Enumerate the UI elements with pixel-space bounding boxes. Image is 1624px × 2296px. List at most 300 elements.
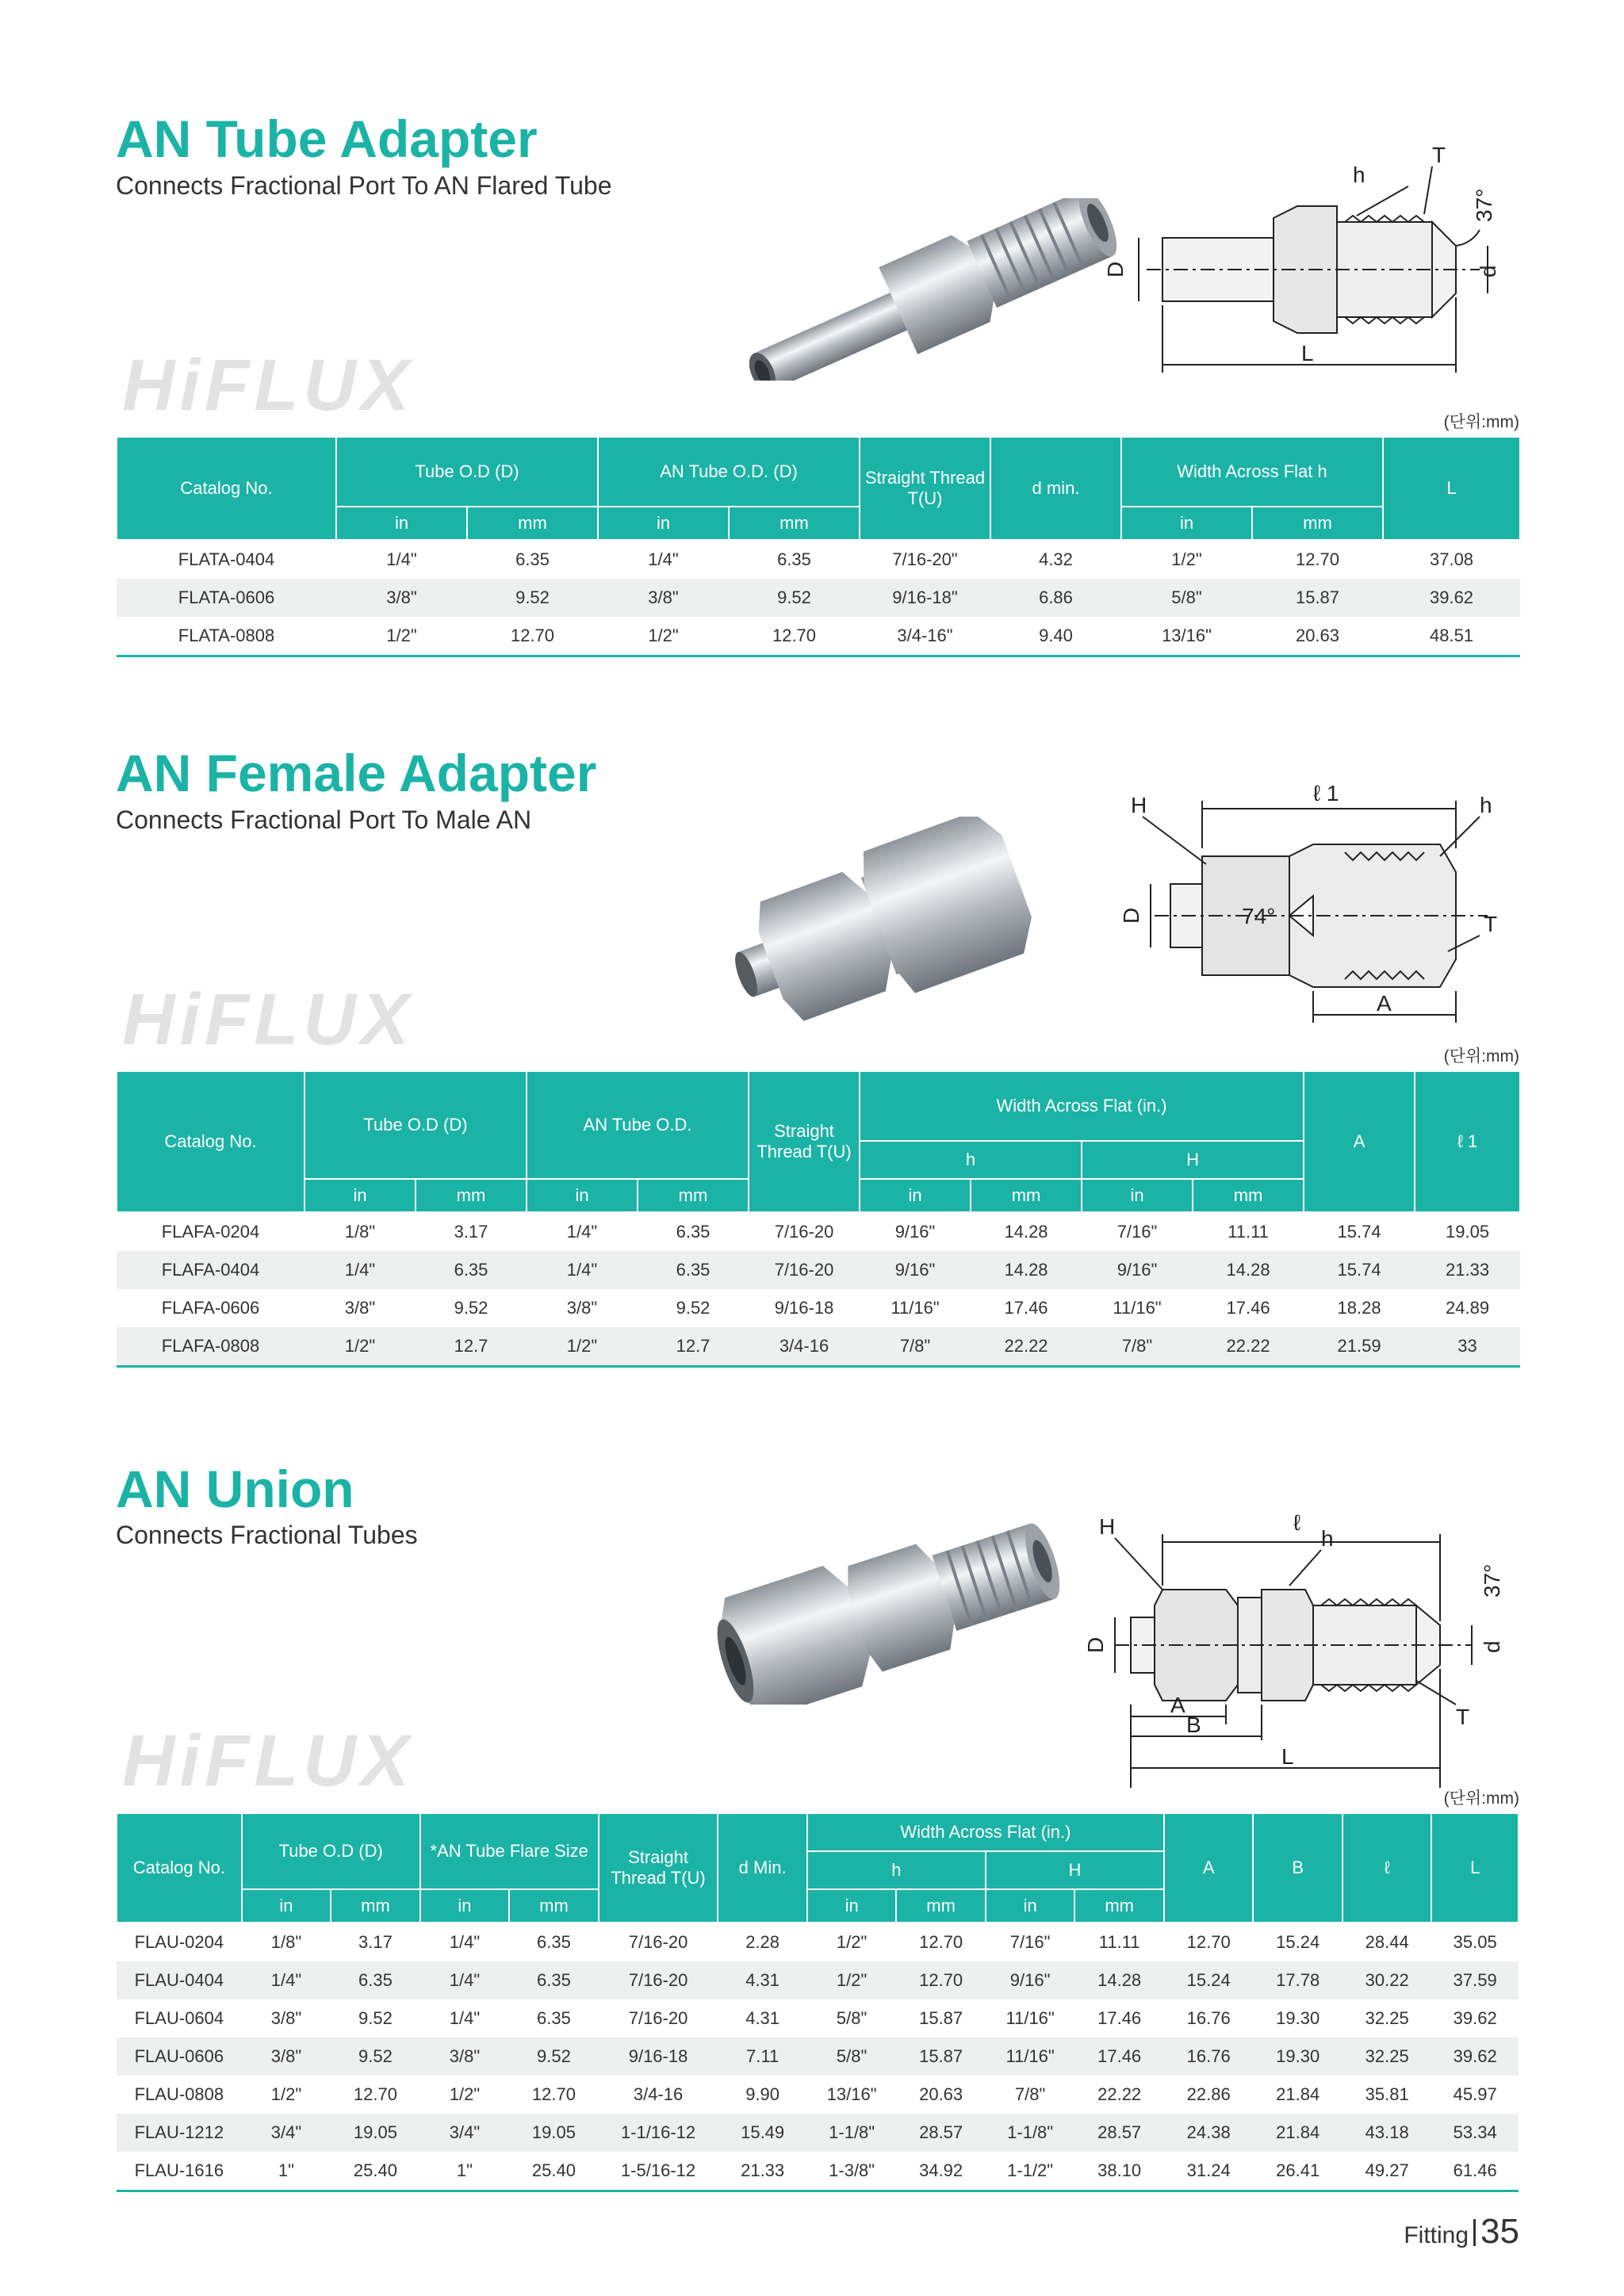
header-in: in <box>598 507 729 540</box>
unit-label: (단위:mm) <box>1443 413 1519 431</box>
table-cell: 1/4" <box>449 2008 481 2028</box>
table-cell: 12.70 <box>896 1961 986 1999</box>
table-cell: 7/16-20 <box>628 1932 688 1952</box>
table-cell: 9.52 <box>729 579 860 617</box>
table-cell: 34.92 <box>896 2152 986 2191</box>
table-cell: 9.52 <box>331 2038 420 2076</box>
table-cell: 19.05 <box>331 2114 420 2152</box>
header-l1: ℓ 1 <box>1415 1071 1520 1212</box>
header-tube-od: Tube O.D (D) <box>304 1071 527 1179</box>
table-cell: 1-3/8" <box>807 2152 897 2191</box>
table-cell: 6.86 <box>990 579 1121 617</box>
table-cell: 4.31 <box>718 1961 807 1999</box>
unit-label: (단위:mm) <box>1443 1047 1519 1066</box>
table-cell: 22.86 <box>1186 2084 1231 2104</box>
spec-table-union <box>116 1812 1519 2192</box>
table-cell: 13/16" <box>826 2084 877 2104</box>
table-cell: 7/16-20 <box>599 1961 718 1999</box>
table-cell: 1/2" <box>836 1932 868 1952</box>
table-cell: 1/4" <box>566 1222 598 1242</box>
header-mm: mm <box>509 1889 599 1923</box>
table-row <box>117 1327 1520 1367</box>
table-cell: 3/8" <box>336 579 467 617</box>
table-cell: 28.57 <box>1074 2114 1164 2152</box>
table-cell: 5/8" <box>836 2008 868 2028</box>
table-cell: 11.11 <box>1228 1222 1269 1242</box>
table-cell: 1/2" <box>449 2084 481 2104</box>
label-D: D <box>1119 907 1143 924</box>
table-cell: 39.62 <box>1383 579 1520 617</box>
table-cell: 1" <box>420 2152 510 2191</box>
page-number: 35 <box>1480 2212 1519 2251</box>
table-cell: 7.11 <box>718 2038 807 2076</box>
table-cell: 28.44 <box>1365 1932 1409 1952</box>
header-waf: Width Across Flat (in.) <box>860 1071 1304 1141</box>
table-cell: 12.70 <box>1186 1932 1231 1952</box>
table-cell: 15.49 <box>718 2114 807 2152</box>
table-row <box>117 1289 1520 1327</box>
table-cell: 2.28 <box>745 1932 780 1952</box>
product-photo-union <box>703 1498 1083 1705</box>
table-cell: 6.35 <box>638 1251 749 1289</box>
header-in: in <box>1082 1179 1193 1212</box>
table-cell: FLAU-0808 <box>134 2084 224 2104</box>
table-cell: 9.52 <box>676 1298 710 1318</box>
table-cell: 22.22 <box>1193 1327 1304 1367</box>
label-L: L <box>1281 1744 1294 1769</box>
label-T: T <box>1456 1705 1470 1729</box>
table-cell: 22.22 <box>1097 2084 1142 2104</box>
table-cell: 1/2" <box>1171 549 1202 569</box>
table-cell: 3/4-16 <box>633 2084 684 2104</box>
section-subtitle: Connects Fractional Port To AN Flared Tube <box>116 171 612 200</box>
table-cell: 6.35 <box>537 2008 571 2028</box>
brand-watermark: HiFLUX <box>122 979 415 1060</box>
header-mm: mm <box>638 1179 749 1212</box>
table-cell: FLAU-0404 <box>117 1961 242 1999</box>
label-A: A <box>1377 991 1392 1016</box>
table-cell: 3/4" <box>420 2114 510 2152</box>
table-cell: 3/8" <box>242 2038 331 2076</box>
header-an-tube-od: AN Tube O.D. (D) <box>598 437 860 507</box>
table-cell: FLAU-0606 <box>117 2038 242 2076</box>
table-cell: 53.34 <box>1431 2114 1519 2152</box>
table-cell: 14.28 <box>971 1251 1082 1289</box>
header-mm: mm <box>896 1889 986 1923</box>
page-footer <box>1404 2212 1519 2252</box>
table-cell: 6.35 <box>331 1961 420 1999</box>
unit-label: (단위:mm) <box>1443 1789 1519 1808</box>
header-catalog: Catalog No. <box>117 1813 242 1923</box>
table-cell: 61.46 <box>1431 2152 1519 2191</box>
section-an-tube-adapter <box>116 0 1519 682</box>
table-cell: FLAU-0604 <box>134 2008 224 2028</box>
label-A: A <box>1170 1693 1185 1717</box>
table-cell: 7/16-20 <box>749 1251 860 1289</box>
header-h: h <box>860 1141 1082 1179</box>
label-d: d <box>1476 265 1500 277</box>
table-row <box>117 2152 1519 2191</box>
header-waf: Width Across Flat h <box>1121 437 1383 507</box>
table-cell: 1/2" <box>304 1327 416 1367</box>
label-angle: 37° <box>1480 1563 1504 1598</box>
table-cell: 9/16-18 <box>774 1298 834 1318</box>
table-row <box>117 579 1520 617</box>
technical-drawing-female-adapter <box>1107 769 1535 1031</box>
table-cell: 9/16-18 <box>599 2038 718 2076</box>
header-L: L <box>1383 437 1520 540</box>
table-cell: 6.35 <box>777 549 811 569</box>
label-l1: ℓ 1 <box>1313 781 1339 806</box>
table-cell: 1-1/8" <box>986 2114 1075 2152</box>
brand-watermark: HiFLUX <box>122 345 415 426</box>
table-cell: 21.84 <box>1276 2084 1320 2104</box>
header-thread: Straight Thread T(U) <box>749 1071 860 1212</box>
table-cell: FLAFA-0204 <box>161 1222 260 1242</box>
table-cell: FLAU-0204 <box>134 1932 224 1952</box>
table-cell: 1/8" <box>270 1932 302 1952</box>
table-cell: 16.76 <box>1186 2008 1231 2028</box>
table-cell: 48.51 <box>1383 617 1520 656</box>
table-cell: 17.46 <box>1097 2008 1142 2028</box>
table-cell: 32.25 <box>1342 2038 1432 2076</box>
section-subtitle: Connects Fractional Tubes <box>116 1521 418 1549</box>
table-cell: 15.24 <box>1276 1932 1320 1952</box>
header-A: A <box>1304 1071 1415 1212</box>
table-cell: 6.35 <box>509 1961 599 1999</box>
table-row <box>117 1923 1519 1961</box>
table-cell: 6.35 <box>416 1251 527 1289</box>
section-title: AN Tube Adapter <box>116 109 538 168</box>
header-in: in <box>304 1179 416 1212</box>
table-row <box>117 1212 1520 1251</box>
table-cell: 1-1/16-12 <box>599 2114 718 2152</box>
label-H: H <box>1099 1514 1116 1539</box>
table-cell: 31.24 <box>1164 2152 1254 2191</box>
label-angle: 37° <box>1472 188 1496 222</box>
table-cell: 13/16" <box>1121 617 1252 656</box>
table-cell: 15.87 <box>919 2008 963 2028</box>
label-L: L <box>1301 341 1314 365</box>
table-cell: 12.70 <box>729 617 860 656</box>
table-cell: 9/16" <box>1082 1251 1193 1289</box>
technical-drawing-tube-adapter <box>1083 143 1527 381</box>
section-an-union <box>116 1427 1519 2188</box>
table-cell: 12.70 <box>531 2084 576 2104</box>
table-cell: 1" <box>242 2152 331 2191</box>
table-cell: 12.70 <box>919 1932 963 1952</box>
table-cell: 5/8" <box>1121 579 1252 617</box>
table-cell: 3/4-16" <box>860 617 990 656</box>
table-cell: FLATA-0606 <box>117 579 336 617</box>
header-waf: Width Across Flat (in.) <box>807 1813 1164 1851</box>
table-cell: 1/2" <box>527 1327 638 1367</box>
table-cell: 9.52 <box>358 2008 393 2028</box>
table-cell: 7/16-20 <box>628 2008 688 2028</box>
label-T: T <box>1484 912 1498 936</box>
table-cell: 19.05 <box>509 2114 599 2152</box>
header-in: in <box>336 507 467 540</box>
header-catalog: Catalog No. <box>117 437 336 540</box>
header-in: in <box>420 1889 510 1923</box>
table-cell: 38.10 <box>1074 2152 1164 2191</box>
table-cell: 39.62 <box>1453 2008 1497 2028</box>
header-in: in <box>527 1179 638 1212</box>
table-cell: 11/16" <box>1005 2008 1055 2028</box>
table-cell: 1/4" <box>527 1251 638 1289</box>
table-cell: 20.63 <box>919 2084 963 2104</box>
table-cell: 4.31 <box>745 2008 780 2028</box>
table-cell: 19.05 <box>1446 1222 1490 1242</box>
table-cell: 7/16-20 <box>774 1222 834 1242</box>
header-in: in <box>986 1889 1075 1923</box>
table-cell: 11/16" <box>986 2038 1075 2076</box>
header-H: H <box>1082 1141 1304 1179</box>
table-cell: 3/8" <box>344 1298 376 1318</box>
label-h: h <box>1480 793 1492 817</box>
table-cell: 21.33 <box>1415 1251 1520 1289</box>
table-cell: 1-1/2" <box>986 2152 1075 2191</box>
table-cell: 19.30 <box>1253 2038 1342 2076</box>
table-cell: 21.59 <box>1304 1327 1415 1367</box>
table-cell: 1-5/16-12 <box>599 2152 718 2191</box>
table-cell: 9.52 <box>467 579 598 617</box>
header-thread: Straight Thread T(U) <box>599 1813 718 1923</box>
table-cell: 3/8" <box>598 579 729 617</box>
table-row <box>117 1961 1519 1999</box>
table-cell: 1/4" <box>449 1932 481 1952</box>
table-cell: 14.28 <box>1193 1251 1304 1289</box>
label-D: D <box>1083 1636 1108 1653</box>
section-title: AN Union <box>116 1460 354 1518</box>
header-mm: mm <box>1074 1889 1164 1923</box>
table-cell: FLATA-0808 <box>117 617 336 656</box>
table-cell: 22.22 <box>971 1327 1082 1367</box>
header-an-tube-od: AN Tube O.D. <box>527 1071 749 1179</box>
header-flare: *AN Tube Flare Size <box>420 1813 599 1889</box>
header-in: in <box>807 1889 897 1923</box>
table-cell: 9.52 <box>454 1298 488 1318</box>
table-cell: 24.89 <box>1446 1298 1490 1318</box>
header-mm: mm <box>971 1179 1082 1212</box>
label-d: d <box>1480 1640 1504 1653</box>
section-an-female-adapter <box>116 714 1519 1395</box>
table-cell: 33 <box>1415 1327 1520 1367</box>
table-row <box>117 2076 1519 2114</box>
footer-divider <box>1473 2219 1476 2246</box>
table-body <box>117 540 1520 656</box>
table-cell: 6.35 <box>676 1222 710 1242</box>
spec-table-tube-adapter <box>116 436 1521 657</box>
table-cell: 9.40 <box>990 617 1121 656</box>
table-cell: 9.90 <box>745 2084 780 2104</box>
header-mm: mm <box>416 1179 527 1212</box>
label-B: B <box>1186 1712 1201 1737</box>
table-cell: 49.27 <box>1342 2152 1432 2191</box>
table-cell: 15.74 <box>1337 1222 1381 1242</box>
table-cell: 43.18 <box>1342 2114 1432 2152</box>
table-cell: 7/8" <box>1082 1327 1193 1367</box>
table-cell: 20.63 <box>1252 617 1383 656</box>
table-cell: 18.28 <box>1337 1298 1381 1318</box>
header-h: h <box>807 1851 986 1889</box>
table-cell: 19.30 <box>1276 2008 1320 2028</box>
header-tube-od: Tube O.D (D) <box>336 437 598 507</box>
table-cell: 3/8" <box>270 2008 302 2028</box>
label-D: D <box>1103 261 1128 277</box>
header-tube-od: Tube O.D (D) <box>242 1813 420 1889</box>
table-cell: 3.17 <box>454 1222 488 1242</box>
table-cell: 35.05 <box>1453 1932 1497 1952</box>
table-cell: 17.46 <box>1074 2038 1164 2076</box>
table-cell: 1/4" <box>420 1961 510 1999</box>
table-cell: 4.32 <box>1039 549 1073 569</box>
table-cell: 25.40 <box>509 2152 599 2191</box>
table-cell: 3.17 <box>358 1932 393 1952</box>
table-row <box>117 540 1520 579</box>
table-cell: 37.59 <box>1431 1961 1519 1999</box>
table-cell: 12.70 <box>1295 549 1340 569</box>
table-cell: 12.7 <box>638 1327 749 1367</box>
table-cell: 17.78 <box>1253 1961 1342 1999</box>
footer-label: Fitting <box>1404 2222 1469 2248</box>
header-L: L <box>1431 1813 1519 1923</box>
table-cell: 15.87 <box>896 2038 986 2076</box>
table-cell: 1/2" <box>270 2084 302 2104</box>
table-cell: 15.24 <box>1164 1961 1254 1999</box>
table-row <box>117 2114 1519 2152</box>
table-cell: 26.41 <box>1253 2152 1342 2191</box>
table-cell: 1/2" <box>598 617 729 656</box>
table-cell: 3/4" <box>242 2114 331 2152</box>
table-cell: 7/8" <box>860 1327 971 1367</box>
header-in: in <box>1121 507 1252 540</box>
table-cell: 45.97 <box>1453 2084 1497 2104</box>
header-d: d Min. <box>718 1813 807 1923</box>
table-cell: 32.25 <box>1365 2008 1409 2028</box>
header-in: in <box>242 1889 331 1923</box>
table-cell: 1-1/8" <box>807 2114 897 2152</box>
table-cell: 28.57 <box>896 2114 986 2152</box>
header-d: d min. <box>990 437 1121 540</box>
section-title: AN Female Adapter <box>116 744 597 802</box>
table-cell: 7/16" <box>1116 1222 1158 1242</box>
table-cell: 1/2" <box>807 1961 897 1999</box>
header-mm: mm <box>331 1889 420 1923</box>
table-cell: FLAU-1616 <box>117 2152 242 2191</box>
header-l: ℓ <box>1342 1813 1432 1923</box>
table-cell: 37.08 <box>1429 549 1474 569</box>
table-cell: 30.22 <box>1342 1961 1432 1999</box>
header-mm: mm <box>467 507 598 540</box>
table-cell: 15.74 <box>1304 1251 1415 1289</box>
header-mm: mm <box>1252 507 1383 540</box>
table-cell: FLAU-1212 <box>117 2114 242 2152</box>
table-cell: 24.38 <box>1164 2114 1254 2152</box>
table-cell: 11/16" <box>891 1298 940 1318</box>
table-cell: 14.28 <box>1004 1222 1048 1242</box>
table-cell: 25.40 <box>331 2152 420 2191</box>
table-cell: 11/16" <box>1113 1298 1162 1318</box>
table-cell: FLAFA-0404 <box>117 1251 304 1289</box>
header-catalog: Catalog No. <box>117 1071 304 1212</box>
spec-table-female-adapter <box>116 1070 1521 1368</box>
table-cell: FLAFA-0808 <box>117 1327 304 1367</box>
product-photo-female-adapter <box>718 817 1051 1023</box>
label-angle: 74° <box>1242 904 1276 928</box>
label-h: h <box>1353 163 1365 187</box>
table-cell: 1/4" <box>648 549 679 569</box>
table-cell: 9/16" <box>986 1961 1075 1999</box>
table-cell: 1/8" <box>344 1222 376 1242</box>
header-H: H <box>986 1851 1164 1889</box>
table-row <box>117 1251 1520 1289</box>
table-cell: 17.46 <box>1226 1298 1270 1318</box>
table-cell: 12.7 <box>416 1327 527 1367</box>
brand-watermark: HiFLUX <box>122 1720 415 1801</box>
table-cell: 1/2" <box>336 617 467 656</box>
table-cell: 7/8" <box>1014 2084 1046 2104</box>
table-row <box>117 2038 1519 2076</box>
header-mm: mm <box>1193 1179 1304 1212</box>
table-cell: 3/4-16 <box>749 1327 860 1367</box>
header-A: A <box>1164 1813 1254 1923</box>
table-cell: 6.35 <box>515 549 550 569</box>
table-cell: 39.62 <box>1431 2038 1519 2076</box>
table-cell: 35.81 <box>1365 2084 1409 2104</box>
table-cell: 11.11 <box>1098 1932 1140 1952</box>
table-cell: 1/4" <box>304 1251 416 1289</box>
technical-drawing-union <box>1083 1471 1527 1788</box>
table-cell: 17.46 <box>1004 1298 1048 1318</box>
table-row <box>117 1999 1519 2038</box>
table-cell: FLATA-0404 <box>178 549 275 569</box>
header-B: B <box>1253 1813 1342 1923</box>
label-H: H <box>1131 793 1147 817</box>
table-cell: 12.70 <box>467 617 598 656</box>
table-cell: FLAFA-0606 <box>161 1298 260 1318</box>
table-cell: 3/8" <box>566 1298 598 1318</box>
table-cell: 1/4" <box>242 1961 331 1999</box>
header-thread: Straight Thread T(U) <box>860 437 990 540</box>
table-cell: 14.28 <box>1074 1961 1164 1999</box>
table-cell: 7/16" <box>1009 1932 1051 1952</box>
table-cell: 15.87 <box>1252 579 1383 617</box>
table-cell: 9/16-18" <box>860 579 990 617</box>
table-cell: 9.52 <box>509 2038 599 2076</box>
table-cell: 12.70 <box>353 2084 397 2104</box>
table-cell: 7/16-20" <box>892 549 958 569</box>
table-body <box>117 1212 1520 1367</box>
table-cell: 21.33 <box>718 2152 807 2191</box>
table-cell: 1/4" <box>386 549 417 569</box>
table-cell: 9/16" <box>894 1222 936 1242</box>
table-cell: 16.76 <box>1164 2038 1254 2076</box>
table-body <box>117 1923 1519 2191</box>
table-cell: 21.84 <box>1253 2114 1342 2152</box>
header-in: in <box>860 1179 971 1212</box>
table-cell: 9/16" <box>860 1251 971 1289</box>
table-cell: 6.35 <box>537 1932 571 1952</box>
table-row <box>117 617 1520 656</box>
label-T: T <box>1432 143 1446 167</box>
table-cell: 5/8" <box>807 2038 897 2076</box>
table-cell: 3/8" <box>420 2038 510 2076</box>
label-h: h <box>1321 1526 1334 1551</box>
section-subtitle: Connects Fractional Port To Male AN <box>116 806 532 834</box>
header-mm: mm <box>729 507 860 540</box>
label-l: ℓ <box>1293 1510 1301 1535</box>
